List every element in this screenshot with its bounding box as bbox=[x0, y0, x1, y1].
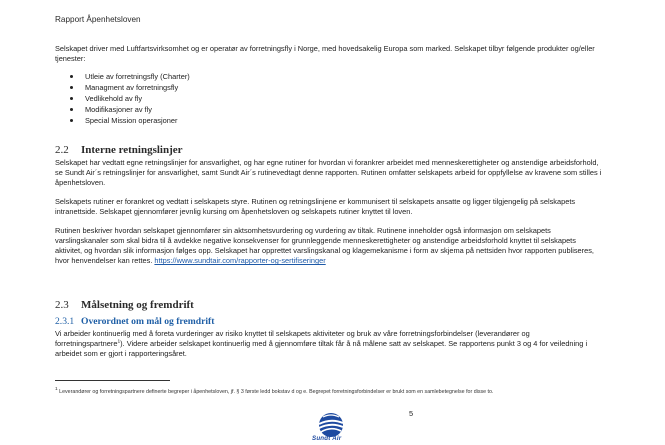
logo-wordmark: Sundt Air bbox=[312, 435, 342, 442]
list-item: Utleie av forretningsfly (Charter) bbox=[68, 71, 190, 82]
section-number: 2.3 bbox=[55, 299, 69, 311]
intro-line: tjenester: bbox=[55, 54, 86, 64]
page-number: 5 bbox=[409, 409, 414, 418]
list-item: Special Mission operasjoner bbox=[68, 115, 190, 126]
footnote bbox=[55, 389, 615, 395]
list-item: Vedlikehold av fly bbox=[68, 93, 190, 104]
intro-paragraph bbox=[55, 44, 615, 64]
list-item: Managment av forretningsfly bbox=[68, 82, 190, 93]
footnote-text: Leverandører og forretningspartnere definerte begreper i åpenhetsloven, jf. § 3 første ledd bokstav d og e. Begrepet forretningsforbindelser er brukt som en samlebetegnelse for disse to. bbox=[57, 389, 494, 395]
section-heading-2-2 bbox=[55, 144, 183, 156]
section-title: Interne retningslinjer bbox=[81, 144, 183, 156]
policy-paragraph-1: Selskapet har vedtatt egne retningslinjer for ansvarlighet, og har egne rutiner for hvordan vi forankrer arbeidet med menneskerettigheter og anstendige arbeidsforhold, se Sundt Air´s retningslinjer for ansvarlighet, samt Sundt Air´s rutinevedtagt denne rapporten. Rutinen omfatter selskapets arbeid for oppfyllelse av kravene som stilles i åpenhetsloven. bbox=[55, 158, 602, 188]
policy-paragraph-2: Selskapets rutiner er forankret og vedtatt i selskapets styre. Rutinen og retningslinjene er kommunisert til selskapets ansatte og ligger tilgjengelig på selskapets intranettside. Selskapet gjennomfører jevnlig kursing om åpenhetsloven og selskapets rutiner knyttet til loven. bbox=[55, 197, 576, 217]
reports-link[interactable]: https://www.sundtair.com/rapporter-og-sertifiseringer bbox=[154, 256, 326, 266]
section-number: 2.2 bbox=[55, 144, 69, 156]
list-item: Modifikasjoner av fly bbox=[68, 104, 190, 115]
bullet-icon bbox=[70, 75, 73, 78]
bullet-icon bbox=[70, 86, 73, 89]
page-header: Rapport Åpenhetsloven bbox=[55, 15, 141, 24]
goals-paragraph: Vi arbeider kontinuerlig med å foreta vurderinger av risiko knyttet til selskapets aktiviteter og bruk av våre forretningsforbindelser (leverandører og forretningspartnere$^1$). Videre arbeider selskapet kontinuerlig med å gjennomføre tiltak får å nå målene satt av selskapet. Se rapportens punkt 3 og 4 for veiledning i arbeidet som er gjort i rapporteringsåret. bbox=[55, 329, 588, 359]
bullet-icon bbox=[70, 119, 73, 122]
policy-paragraph-3: Rutinen beskriver hvordan selskapet gjennomfører sin aktsomhetsvurdering og vurdering av tiltak. Rutinene inneholder også informasjon om selskapets varslingskanaler som skal bidra til å avdekke negative konsekvenser for grunnleggende menneskerettigheter og anstendige arbeidsforhold knyttet til selskapets aktivitet, og hvordan slik informasjon følges opp. Selskapet har opprettet varslingskanal og klagemekanisme i form av skjema på nettsiden hvor rapporten publiseres, hvor henvendelser kan rettes. https://www.sundtair.com/rapporter-og-sertifiseringer bbox=[55, 226, 594, 266]
footnote-number: 1 bbox=[55, 387, 58, 393]
subsection-heading-2-3-1 bbox=[55, 316, 214, 327]
bullet-icon bbox=[70, 108, 73, 111]
footnote-ref[interactable]: 1 bbox=[117, 339, 121, 345]
footnote-divider bbox=[55, 380, 170, 381]
section-title: Målsetning og fremdrift bbox=[81, 299, 194, 311]
intro-line: Selskapet driver med Luftfartsvirksomhet og er operatør av forretningsfly i Norge, med hovedsakelig Europa som marked. Selskapet tilbyr følgende produkter og/eller bbox=[55, 44, 595, 53]
services-list bbox=[68, 71, 190, 126]
subsection-number: 2.3.1 bbox=[55, 316, 75, 327]
subsection-title: Overordnet om mål og fremdrift bbox=[81, 316, 215, 327]
bullet-icon bbox=[70, 97, 73, 100]
section-heading-2-3 bbox=[55, 299, 194, 311]
